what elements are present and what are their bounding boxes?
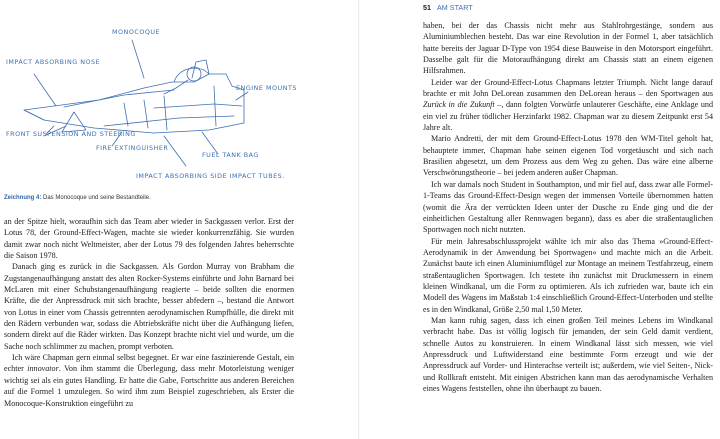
right-body-text xyxy=(423,20,713,394)
paragraph: haben, bei der das Chassis nicht mehr aus Stahlrohrgestänge, sondern aus Aluminiumblechen besteht. Das war eine Revolution in der Formel 1, aber tatsächlich hatte bereits der Jaguar D-Type von 1954 diese Bauweise in den Motorsport eingeführt. Dasselbe galt für die Motoraufhängung direkt am Chassis statt an einem eigenen Hilfsrahmen. xyxy=(423,21,713,76)
right-page xyxy=(360,0,720,439)
paragraph: Man kann ruhig sagen, dass ich einen großen Teil meines Lebens im Windkanal verbracht habe. Das ist völlig logisch für jemanden, der sein Geld damit verdient, schnelle Autos zu konstruieren. In einem Windkanal lässt sich messen, wie viel Anpressdruck und Luftwiderstand eine bestimmte Form erzeugt und wie der Anpressdruck auf Vorder- und Hinterachse verteilt ist; außerdem, wie viel Seiten-, Nick- und Rollkraft entsteht. Mit einigen Abstrichen kann man das aerodynamische Verhalten eines Wagens feststellen, ohne ihn überhaupt zu bauen. xyxy=(423,315,713,393)
label-engine-mounts: ENGINE MOUNTS xyxy=(236,84,297,92)
chapter-title: AM START xyxy=(437,3,473,12)
paragraph: Leider war der Ground-Effect-Lotus Chapmans letzter Triumph. Nicht lange darauf brachte er mit John DeLorean zusammen den DeLorean heraus – den Sportwagen aus Zurück in die Zukunft –, dann folgten Vorwürfe unlauterer Geschäfte, eine Anklage und ein viel zu früher tödlicher Herzinfarkt 1982. Chapman war zu diesem Zeitpunkt erst 54 Jahre alt. xyxy=(423,77,713,133)
paragraph: Ich wäre Chapman gern einmal selbst begegnet. Er war eine faszinierende Gestalt, ein echter innovator. Von ihm stammt die Überlegung, dass mehr Motorleistung weniger wichtig sei als ein gutes Handling. Er hatte die Gabe, Fortschritte aus anderen Bereichen auf die Formel 1 umzulegen. So wird ihm zum Beispiel zugeschrieben, als Erster die Monocoque-Konstruktion eingeführt zu xyxy=(4,353,294,408)
label-nose: IMPACT ABSORBING NOSE xyxy=(6,58,101,66)
figure-caption xyxy=(4,195,304,201)
label-side-impact: IMPACT ABSORBING SIDE IMPACT TUBES. xyxy=(136,172,285,180)
label-front-suspension: FRONT SUSPENSION AND STEERING xyxy=(6,130,136,138)
label-fuel-tank: FUEL TANK BAG xyxy=(202,151,259,159)
running-head xyxy=(423,3,473,12)
caption-text: Das Monocoque und seine Bestandteile. xyxy=(43,195,151,201)
left-body-text xyxy=(4,216,294,409)
paragraph: Danach ging es zurück in die Sackgassen. Als Gordon Murray von Brabham die Zugstangenaufhängung anstatt des alten Rocker-Systems einführte und John Barnard bei McLaren mit einer Schubstangenaufhängung reagierte – beide sollten die enormen Kräfte, die der Anpressdruck mit sich brachte, besser abfedern –, bestand die Antwort von Lotus in einer vom Chassis getrennten aerodynamischen Rumpfhülle, die direkt mit den Rädern verbunden war, sodass die Abtriebskräfte nicht über die Aufhängung liefen, sondern direkt auf die Räder wirkten. Das Konzept brachte nicht viel und wurde, um die Sache noch schlimmer zu machen, prompt verboten. xyxy=(4,262,294,351)
paragraph: Ich war damals noch Student in Southampton, und mir fiel auf, dass zwar alle Formel-1-Teams das Ground-Effect-Design wegen der immensen Vorteile übernommen hatten (womit die Ära der verrückten Ideen unter der Dusche zu Ende ging und die der einheitlichen Gestaltung aller Rennwagen begann), dass es aber die straßentauglichen Sportwagen noch nicht nutzten. xyxy=(423,179,713,235)
paragraph: Mario Andretti, der mit dem Ground-Effect-Lotus 1978 den WM-Titel geholt hat, behauptete immer, Chapman habe seinen eigenen Tod vorgetäuscht und sich nach Brasilien abgesetzt, um dem Prozess aus dem Weg zu gehen. Das wäre eine alberne Verschwörungstheorie – bei jedem anderen außer Chapman. xyxy=(423,134,713,178)
paragraph: Für mein Jahresabschlussprojekt wählte ich mir also das Thema »Ground-Effect-Aerodynamik in der Anwendung bei Sportwagen« und machte mich an die Arbeit. Zunächst baute ich einen Aluminiumflügel zur Montage an meinem Testfahrzeug, einem straßentauglichen Sportwagen. Ich testete ihn zunächst mit Druckmessern in einem kleinen Windkanal, um die Form zu optimieren. Als ich zufrieden war, baute ich ein Modell des Wagens im Maßstab 1:4 einschließlich Ground-Effect-Unterboden und stellte es in den Windkanal, Größe 2,50 mal 1,50 Meter. xyxy=(423,236,713,314)
label-fire-extinguisher: FIRE EXTINGUISHER xyxy=(96,144,169,152)
monocoque-drawing xyxy=(4,8,306,188)
paragraph: an der Spitze hielt, woraufhin sich das Team aber wieder in Sackgassen verlor. Erst der Lotus 78, der Ground-Effect-Wagen, machte sie wieder konkurrenzfähig. Sie wurden damit zwar noch nicht Weltmeister, aber der Lotus 79 des folgenden Jahres beherrschte die Saison 1978. xyxy=(4,217,294,261)
page-number: 51 xyxy=(423,3,431,12)
caption-label: Zeichnung 4: xyxy=(4,195,42,201)
label-monocoque: MONOCOQUE xyxy=(112,28,161,36)
